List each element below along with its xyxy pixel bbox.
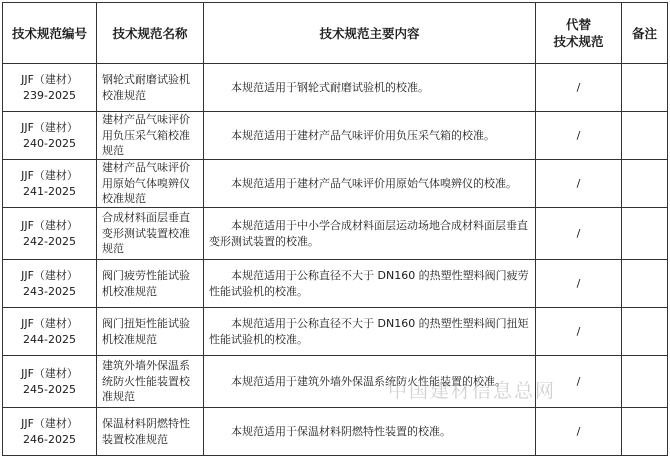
table-row [3,160,668,208]
cell-content: 本规范适用于建材产品气味评价用原始气体嗅辨仪的校准。 [204,160,536,208]
code-prefix: JJF（建材） [21,269,78,282]
code-prefix: JJF（建材） [21,169,78,182]
table-row [3,356,668,408]
code-prefix: JJF（建材） [21,317,78,330]
header-replaces-line1: 代替 [565,17,591,32]
cell-content: 本规范适用于建筑外墙外保温系统防火性能装置的校准。 [204,356,536,408]
cell-note [622,160,668,208]
header-replaces-line2: 技术规范 [553,34,604,49]
code-number: 242-2025 [23,234,76,248]
cell-name: 保温材料阴燃特性装置校准规范 [97,408,204,456]
header-content: 技术规范主要内容 [204,3,536,64]
standards-table [2,2,668,456]
cell-note [622,64,668,112]
code-prefix: JJF（建材） [21,73,78,86]
cell-name: 钢轮式耐磨试验机校准规范 [97,64,204,112]
cell-code [3,160,97,208]
cell-name: 合成材料面层垂直变形测试装置校准规范 [97,208,204,260]
header-note: 备注 [622,3,668,64]
table-row [3,408,668,456]
cell-code [3,208,97,260]
cell-name: 阀门扭矩性能试验机校准规范 [97,308,204,356]
cell-replaces: / [536,308,622,356]
code-prefix: JJF（建材） [21,367,78,380]
code-number: 240-2025 [23,136,76,150]
cell-content: 本规范适用于保温材料阴燃特性装置的校准。 [204,408,536,456]
cell-code [3,64,97,112]
header-code: 技术规范编号 [3,3,97,64]
code-prefix: JJF（建材） [21,417,78,430]
cell-replaces: / [536,356,622,408]
cell-note [622,112,668,160]
cell-content: 本规范适用于钢轮式耐磨试验机的校准。 [204,64,536,112]
code-number: 241-2025 [23,184,76,198]
cell-code [3,260,97,308]
table-header-row [3,3,668,64]
header-name: 技术规范名称 [97,3,204,64]
code-prefix: JJF（建材） [21,219,78,232]
watermark: 中国建材信息总网 [388,380,557,402]
cell-replaces: / [536,160,622,208]
cell-code [3,356,97,408]
cell-replaces: / [536,408,622,456]
cell-code [3,112,97,160]
code-number: 243-2025 [23,284,76,298]
cell-replaces: / [536,208,622,260]
table-row [3,64,668,112]
code-number: 246-2025 [23,432,76,446]
code-number: 239-2025 [23,88,76,102]
cell-content: 本规范适用于中小学合成材料面层运动场地合成材料面层垂直变形测试装置的校准。 [204,208,536,260]
code-number: 244-2025 [23,332,76,346]
cell-note [622,408,668,456]
table-row [3,260,668,308]
cell-content: 本规范适用于建材产品气味评价用负压采气箱的校准。 [204,112,536,160]
table-row [3,208,668,260]
cell-replaces: / [536,112,622,160]
cell-code [3,308,97,356]
cell-code [3,408,97,456]
cell-name: 建筑外墙外保温系统防火性能装置校准规范 [97,356,204,408]
table-row [3,112,668,160]
cell-content: 本规范适用于公称直径不大于 DN160 的热塑性塑料阀门疲劳性能试验机的校准。 [204,260,536,308]
cell-name: 建材产品气味评价用原始气体嗅辨仪校准规范 [97,160,204,208]
cell-content: 本规范适用于公称直径不大于 DN160 的热塑性塑料阀门扭矩性能试验机的校准。 [204,308,536,356]
cell-replaces: / [536,64,622,112]
header-replaces [536,3,622,64]
code-prefix: JJF（建材） [21,121,78,134]
cell-note [622,208,668,260]
cell-note [622,308,668,356]
cell-replaces: / [536,260,622,308]
table-row [3,308,668,356]
cell-note [622,260,668,308]
code-number: 245-2025 [23,382,76,396]
cell-name: 阀门疲劳性能试验机校准规范 [97,260,204,308]
cell-name: 建材产品气味评价用负压采气箱校准规范 [97,112,204,160]
cell-note [622,356,668,408]
